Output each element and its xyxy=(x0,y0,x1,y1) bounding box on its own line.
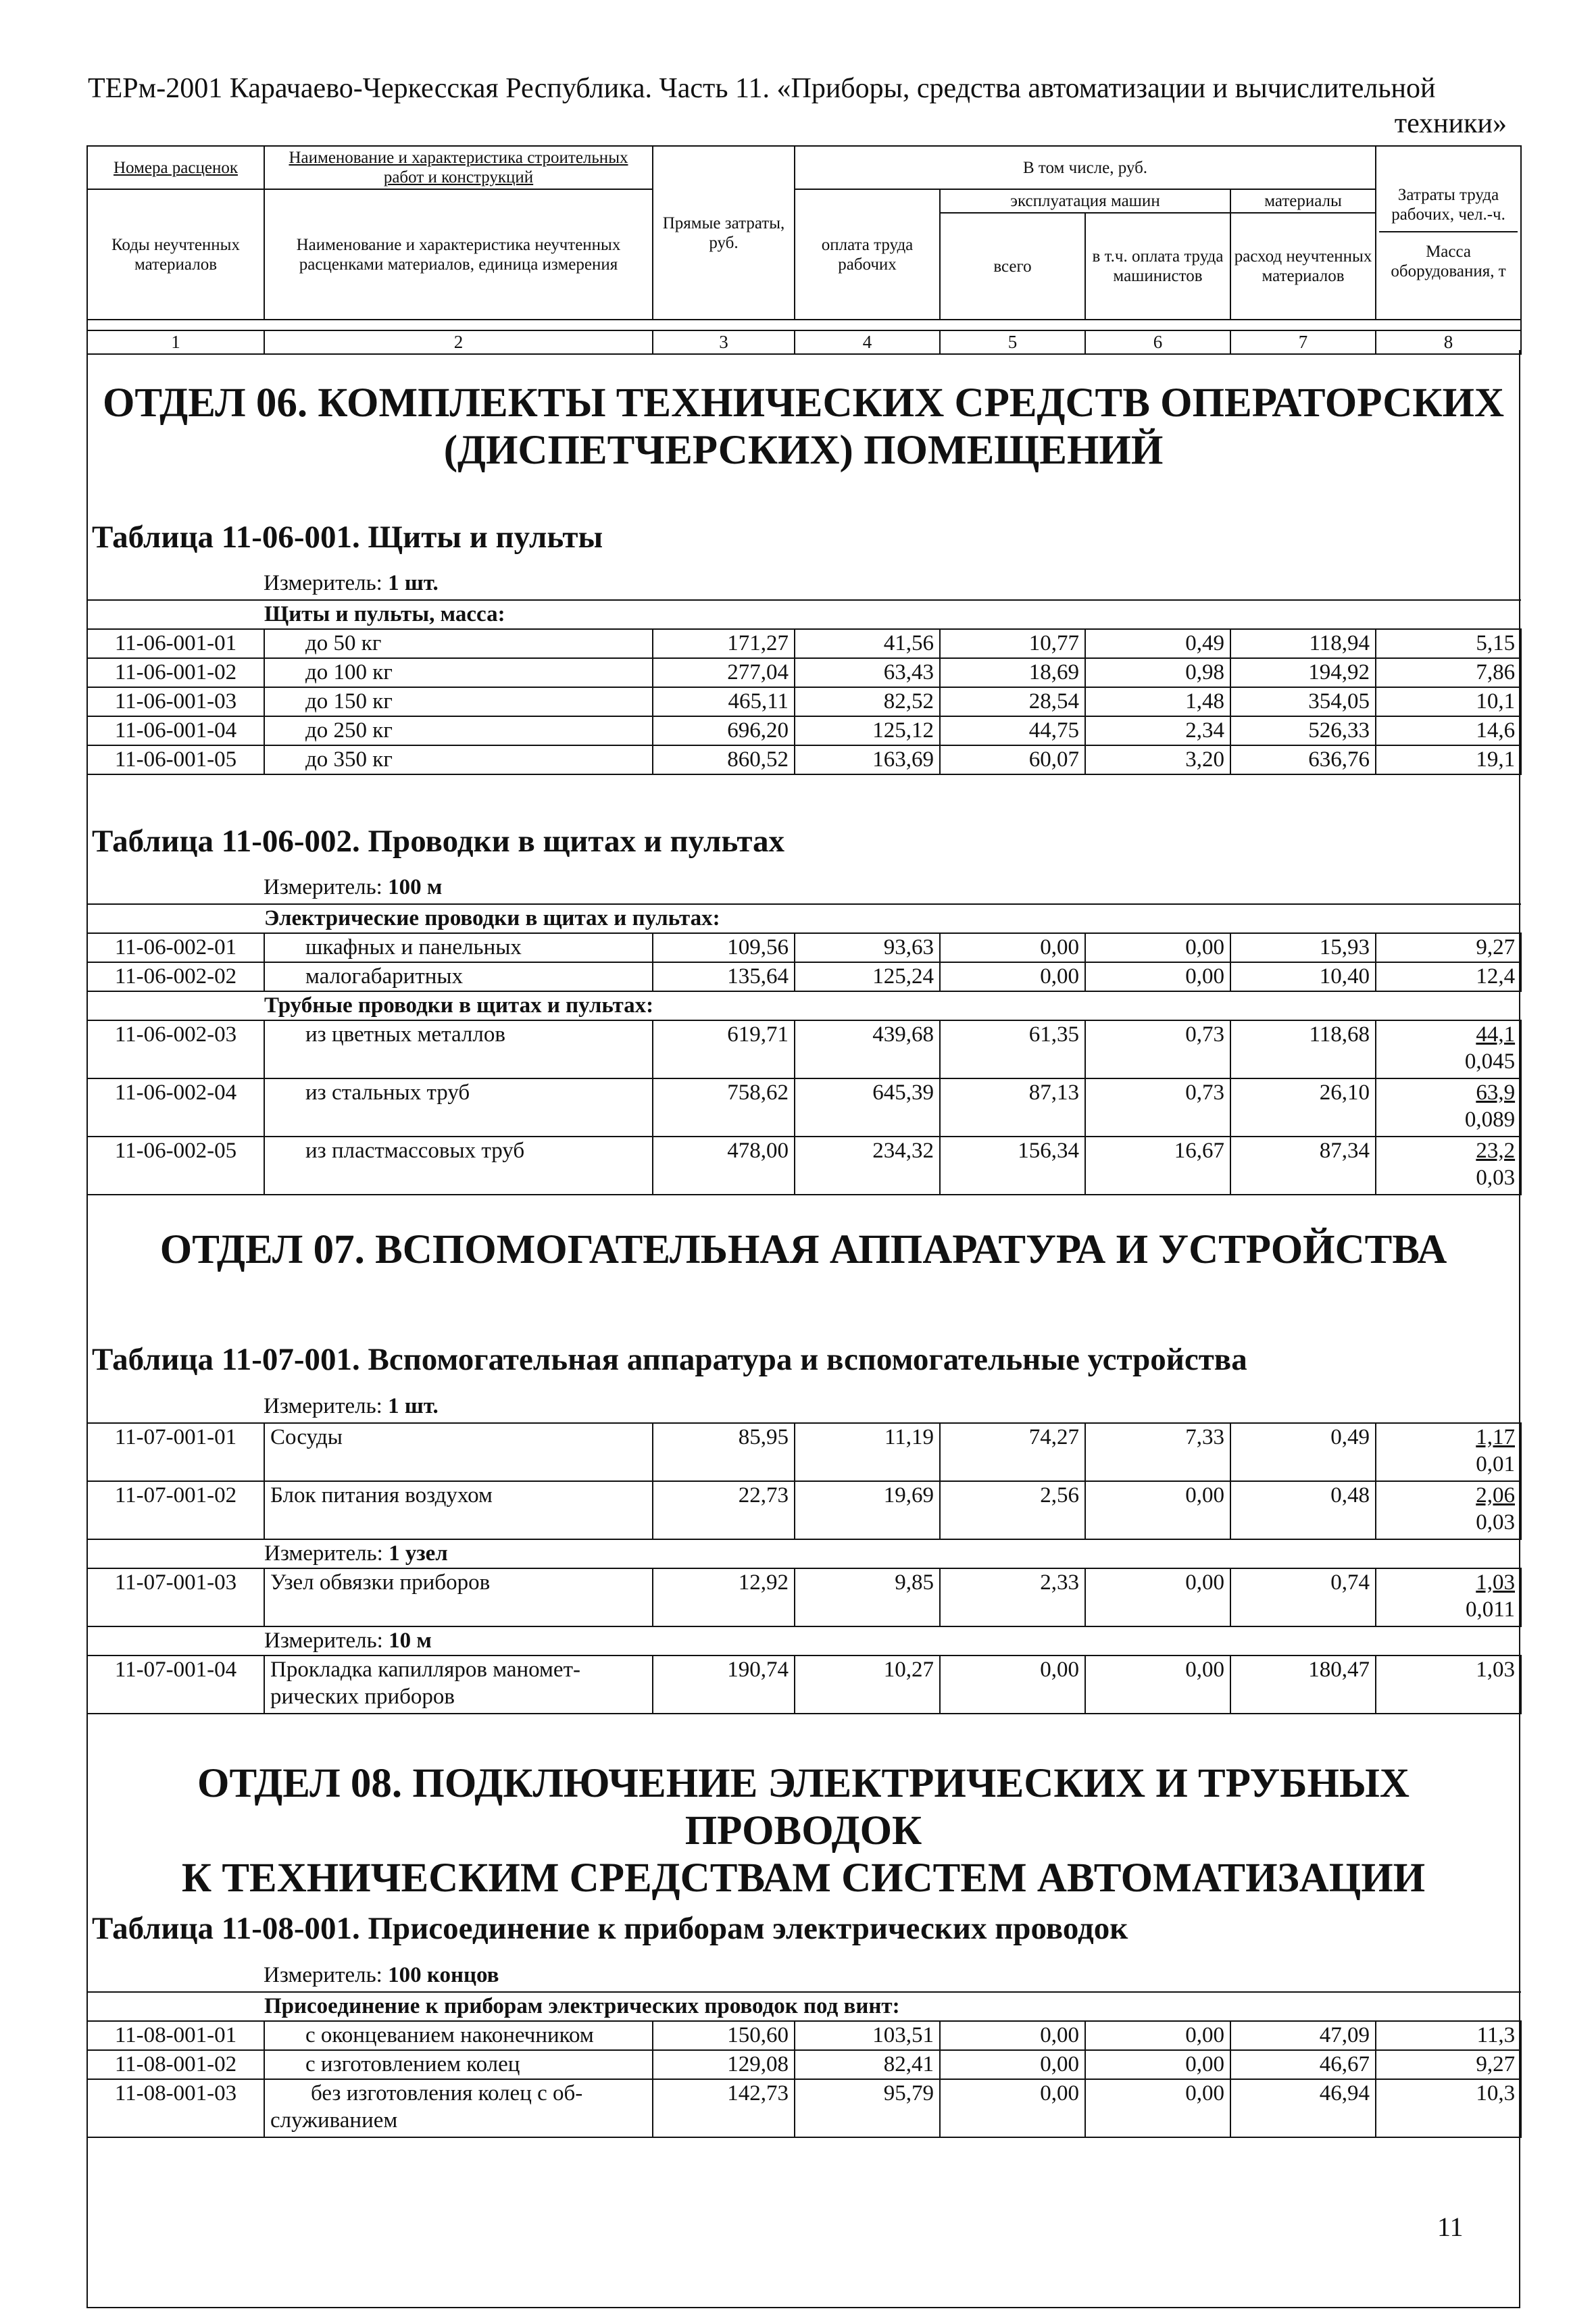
col-num-7: 7 xyxy=(1230,330,1376,354)
cell: 619,71 xyxy=(653,1020,795,1078)
row-code: 11-06-002-05 xyxy=(87,1137,264,1195)
cell: 0,00 xyxy=(940,962,1085,991)
table-row xyxy=(87,933,1521,962)
cell: 74,27 xyxy=(940,1423,1085,1481)
row-code: 11-06-001-02 xyxy=(87,658,264,687)
measure-11-07-001-a: Измеритель: 1 шт. xyxy=(264,1394,439,1418)
cell: 465,11 xyxy=(653,687,795,716)
row-code: 11-08-001-03 xyxy=(87,2079,264,2137)
otdel-08-title: ОТДЕЛ 08. ПОДКЛЮЧЕНИЕ ЭЛЕКТРИЧЕСКИХ И ТРУБНЫХ ПРОВОДОК К ТЕХНИЧЕСКИМ СРЕДСТВАМ СИСТЕМ АВТОМАТИЗАЦИИ xyxy=(181,1761,1426,1901)
col6-header: в т.ч. оплата труда машинистов xyxy=(1085,213,1230,320)
cell: 46,94 xyxy=(1230,2079,1376,2137)
row-code: 11-08-001-02 xyxy=(87,2050,264,2079)
cell: 12,92 xyxy=(653,1568,795,1626)
cell: 46,67 xyxy=(1230,2050,1376,2079)
col2-bottom-header: Наименование и характеристика неучтенных расценками материалов, единица измерения xyxy=(264,189,653,320)
table-row xyxy=(87,687,1521,716)
cell: 19,1 xyxy=(1376,745,1521,774)
row-name: с оконцеванием наконечником xyxy=(264,2021,653,2050)
group-label: Присоединение к приборам электрических проводок под винт: xyxy=(87,1992,1521,2021)
cell: 10,40 xyxy=(1230,962,1376,991)
table-row xyxy=(87,658,1521,687)
row-name: малогабаритных xyxy=(264,962,653,991)
cell-fraction: 23,2 0,03 xyxy=(1376,1137,1521,1195)
row-code: 11-07-001-03 xyxy=(87,1568,264,1626)
table-row xyxy=(87,1137,1521,1195)
row-name: шкафных и панельных xyxy=(264,933,653,962)
cell: 12,4 xyxy=(1376,962,1521,991)
cell: 22,73 xyxy=(653,1481,795,1539)
col-num-5: 5 xyxy=(940,330,1085,354)
cell: 0,00 xyxy=(1085,962,1230,991)
cell: 28,54 xyxy=(940,687,1085,716)
measure-11-06-002: Измеритель: 100 м xyxy=(264,875,443,899)
cell: 0,49 xyxy=(1230,1423,1376,1481)
col-num-4: 4 xyxy=(795,330,940,354)
cell: 85,95 xyxy=(653,1423,795,1481)
cell-fraction: 44,1 0,045 xyxy=(1376,1020,1521,1078)
cell: 14,6 xyxy=(1376,716,1521,745)
row-name: Блок питания воздухом xyxy=(264,1481,653,1539)
cell: 11,19 xyxy=(795,1423,940,1481)
cell: 758,62 xyxy=(653,1078,795,1137)
cell-fraction: 1,17 0,01 xyxy=(1376,1423,1521,1481)
cell: 156,34 xyxy=(940,1137,1085,1195)
col2-top-header: Наименование и характеристика строительных работ и конструкций xyxy=(264,146,653,189)
row-code: 11-06-002-04 xyxy=(87,1078,264,1137)
table-row xyxy=(87,2021,1521,2050)
row-name: из стальных труб xyxy=(264,1078,653,1137)
table-row xyxy=(87,745,1521,774)
row-name: из пластмассовых труб xyxy=(264,1137,653,1195)
table-row xyxy=(87,962,1521,991)
cell: 87,34 xyxy=(1230,1137,1376,1195)
cell-fraction: 1,03 0,011 xyxy=(1376,1568,1521,1626)
measure-11-06-001: Измеритель: 1 шт. xyxy=(264,571,439,595)
cell: 180,47 xyxy=(1230,1656,1376,1714)
measure-11-07-001-b: Измеритель: 1 узел xyxy=(87,1539,1521,1568)
header-line-2: техники» xyxy=(1394,108,1507,139)
cell: 9,85 xyxy=(795,1568,940,1626)
table-11-07-001-title: Таблица 11-07-001. Вспомогательная аппаратура и вспомогательные устройства xyxy=(92,1342,1247,1377)
cell: 0,00 xyxy=(940,933,1085,962)
cell: 125,24 xyxy=(795,962,940,991)
cell: 135,64 xyxy=(653,962,795,991)
row-name: без изготовления колец с об- служиванием xyxy=(264,2079,653,2137)
cell: 234,32 xyxy=(795,1137,940,1195)
cell: 109,56 xyxy=(653,933,795,962)
group-label: Трубные проводки в щитах и пультах: xyxy=(87,991,1521,1020)
row-code: 11-07-001-01 xyxy=(87,1423,264,1481)
cell: 10,1 xyxy=(1376,687,1521,716)
row-code: 11-06-002-02 xyxy=(87,962,264,991)
row-code: 11-06-002-01 xyxy=(87,933,264,962)
group-label: Электрические проводки в щитах и пультах: xyxy=(87,904,1521,933)
cell: 142,73 xyxy=(653,2079,795,2137)
table-11-07-001 xyxy=(86,1422,1522,1714)
cell: 7,33 xyxy=(1085,1423,1230,1481)
table-header xyxy=(86,145,1522,355)
cell: 0,00 xyxy=(940,2079,1085,2137)
document-table xyxy=(86,145,1520,2309)
cell: 0,00 xyxy=(1085,1568,1230,1626)
cell: 16,67 xyxy=(1085,1137,1230,1195)
col-num-6: 6 xyxy=(1085,330,1230,354)
col7-header: расход неучтенных материалов xyxy=(1230,213,1376,320)
cell: 1,48 xyxy=(1085,687,1230,716)
cell-fraction: 2,06 0,03 xyxy=(1376,1481,1521,1539)
materials-header: материалы xyxy=(1230,189,1376,213)
cell: 0,00 xyxy=(940,2021,1085,2050)
table-11-08-001-title: Таблица 11-08-001. Присоединение к приборам электрических проводок xyxy=(92,1911,1128,1946)
row-name: до 350 кг xyxy=(264,745,653,774)
row-name: до 100 кг xyxy=(264,658,653,687)
table-row xyxy=(87,1020,1521,1078)
col8-header: Затраты труда рабочих, чел.-ч. Масса оборудования, т xyxy=(1376,146,1521,320)
row-code: 11-06-001-04 xyxy=(87,716,264,745)
row-name: Узел обвязки приборов xyxy=(264,1568,653,1626)
cell: 63,43 xyxy=(795,658,940,687)
row-name: Прокладка капилляров маномет- рических приборов xyxy=(264,1656,653,1714)
cell: 354,05 xyxy=(1230,687,1376,716)
cell: 9,27 xyxy=(1376,2050,1521,2079)
cell: 277,04 xyxy=(653,658,795,687)
cell: 10,77 xyxy=(940,629,1085,658)
cell: 696,20 xyxy=(653,716,795,745)
table-row xyxy=(87,1481,1521,1539)
cell: 0,98 xyxy=(1085,658,1230,687)
table-row xyxy=(87,1656,1521,1714)
table-11-06-001 xyxy=(86,599,1522,775)
cell: 636,76 xyxy=(1230,745,1376,774)
cell: 0,00 xyxy=(1085,933,1230,962)
cell: 60,07 xyxy=(940,745,1085,774)
cell: 0,00 xyxy=(1085,1656,1230,1714)
row-code: 11-06-001-05 xyxy=(87,745,264,774)
row-code: 11-06-001-03 xyxy=(87,687,264,716)
cell: 95,79 xyxy=(795,2079,940,2137)
cell: 0,00 xyxy=(940,2050,1085,2079)
cell: 0,00 xyxy=(940,1656,1085,1714)
col-num-1: 1 xyxy=(87,330,264,354)
cell: 0,00 xyxy=(1085,1481,1230,1539)
row-code: 11-08-001-01 xyxy=(87,2021,264,2050)
cell: 118,94 xyxy=(1230,629,1376,658)
cell: 163,69 xyxy=(795,745,940,774)
cell: 478,00 xyxy=(653,1137,795,1195)
cell: 10,3 xyxy=(1376,2079,1521,2137)
cell: 10,27 xyxy=(795,1656,940,1714)
cell: 194,92 xyxy=(1230,658,1376,687)
row-name: до 150 кг xyxy=(264,687,653,716)
table-row xyxy=(87,2050,1521,2079)
table-11-06-002 xyxy=(86,903,1522,1195)
cell: 0,00 xyxy=(1085,2079,1230,2137)
cell: 18,69 xyxy=(940,658,1085,687)
cell: 526,33 xyxy=(1230,716,1376,745)
cell: 860,52 xyxy=(653,745,795,774)
cell: 0,74 xyxy=(1230,1568,1376,1626)
table-row xyxy=(87,1423,1521,1481)
col-num-2: 2 xyxy=(264,330,653,354)
cell: 15,93 xyxy=(1230,933,1376,962)
cell: 0,73 xyxy=(1085,1020,1230,1078)
cell: 129,08 xyxy=(653,2050,795,2079)
cell: 171,27 xyxy=(653,629,795,658)
cell: 2,34 xyxy=(1085,716,1230,745)
cell: 11,3 xyxy=(1376,2021,1521,2050)
cell: 7,86 xyxy=(1376,658,1521,687)
cell: 1,03 xyxy=(1376,1656,1521,1714)
cell: 0,48 xyxy=(1230,1481,1376,1539)
table-row xyxy=(87,1568,1521,1626)
row-name: до 50 кг xyxy=(264,629,653,658)
cell: 19,69 xyxy=(795,1481,940,1539)
otdel-07-title: ОТДЕЛ 07. ВСПОМОГАТЕЛЬНАЯ АППАРАТУРА И УСТРОЙСТВА xyxy=(159,1227,1447,1272)
page-header xyxy=(88,71,1514,141)
table-row xyxy=(87,629,1521,658)
page-number: 11 xyxy=(1437,2212,1464,2242)
row-code: 11-07-001-02 xyxy=(87,1481,264,1539)
row-name: Сосуды xyxy=(264,1423,653,1481)
group-label: Щиты и пульты, масса: xyxy=(87,600,1521,629)
cell: 61,35 xyxy=(940,1020,1085,1078)
cell: 125,12 xyxy=(795,716,940,745)
cell: 44,75 xyxy=(940,716,1085,745)
row-name: до 250 кг xyxy=(264,716,653,745)
row-name: с изготовлением колец xyxy=(264,2050,653,2079)
cell: 5,15 xyxy=(1376,629,1521,658)
row-name: из цветных металлов xyxy=(264,1020,653,1078)
table-row xyxy=(87,2079,1521,2137)
cell: 82,52 xyxy=(795,687,940,716)
table-11-08-001 xyxy=(86,1991,1522,2138)
cell: 87,13 xyxy=(940,1078,1085,1137)
cell: 645,39 xyxy=(795,1078,940,1137)
cell: 2,33 xyxy=(940,1568,1085,1626)
group-header: В том числе, руб. xyxy=(795,146,1376,189)
cell: 0,49 xyxy=(1085,629,1230,658)
table-row xyxy=(87,1078,1521,1137)
cell: 0,73 xyxy=(1085,1078,1230,1137)
header-line-1: ТЕРм-2001 Карачаево-Черкесская Республика. Часть 11. «Приборы, средства автоматизации и вычислительной xyxy=(88,73,1436,104)
cell: 150,60 xyxy=(653,2021,795,2050)
row-code: 11-06-001-01 xyxy=(87,629,264,658)
cell: 2,56 xyxy=(940,1481,1085,1539)
cell: 103,51 xyxy=(795,2021,940,2050)
measure-11-08-001: Измеритель: 100 концов xyxy=(264,1963,499,1987)
cell: 190,74 xyxy=(653,1656,795,1714)
col1-top-header: Номера расценок xyxy=(87,146,264,189)
col3-header: Прямые затраты, руб. xyxy=(653,146,795,320)
machines-header: эксплуатация машин xyxy=(940,189,1230,213)
row-code: 11-06-002-03 xyxy=(87,1020,264,1078)
row-code: 11-07-001-04 xyxy=(87,1656,264,1714)
cell: 0,00 xyxy=(1085,2050,1230,2079)
cell: 82,41 xyxy=(795,2050,940,2079)
table-row xyxy=(87,716,1521,745)
cell-fraction: 63,9 0,089 xyxy=(1376,1078,1521,1137)
cell: 0,00 xyxy=(1085,2021,1230,2050)
table-11-06-001-title: Таблица 11-06-001. Щиты и пульты xyxy=(92,520,603,555)
cell: 439,68 xyxy=(795,1020,940,1078)
cell: 118,68 xyxy=(1230,1020,1376,1078)
cell: 3,20 xyxy=(1085,745,1230,774)
cell: 47,09 xyxy=(1230,2021,1376,2050)
cell: 26,10 xyxy=(1230,1078,1376,1137)
col1-bottom-header: Коды неучтенных материалов xyxy=(87,189,264,320)
cell: 41,56 xyxy=(795,629,940,658)
measure-11-07-001-c: Измеритель: 10 м xyxy=(87,1626,1521,1656)
col-num-3: 3 xyxy=(653,330,795,354)
cell: 93,63 xyxy=(795,933,940,962)
col-num-8: 8 xyxy=(1376,330,1521,354)
col5-header: всего xyxy=(940,213,1085,320)
table-11-06-002-title: Таблица 11-06-002. Проводки в щитах и пультах xyxy=(92,824,785,859)
cell: 9,27 xyxy=(1376,933,1521,962)
col4-header: оплата труда рабочих xyxy=(795,189,940,320)
otdel-06-title: ОТДЕЛ 06. КОМПЛЕКТЫ ТЕХНИЧЕСКИХ СРЕДСТВ ОПЕРАТОРСКИХ (ДИСПЕТЧЕРСКИХ) ПОМЕЩЕНИЙ xyxy=(102,380,1505,473)
